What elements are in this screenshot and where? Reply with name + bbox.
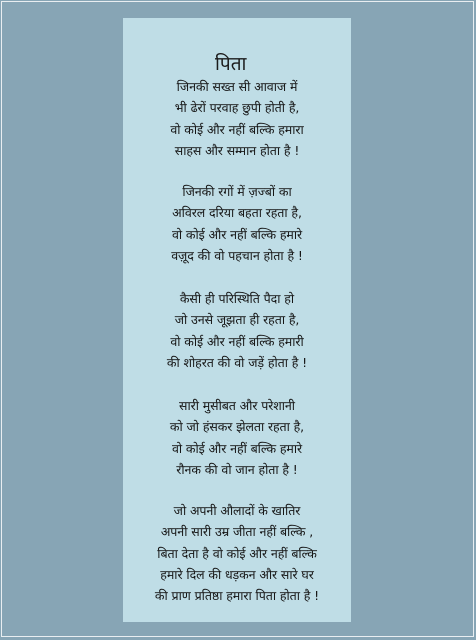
stanza-2 bbox=[123, 181, 351, 266]
poem-line: की प्राण प्रतिष्ठा हमारा पिता होता है ! bbox=[154, 588, 320, 604]
poem-line: वो कोई और नहीं बल्कि हमारे bbox=[171, 226, 303, 242]
poem-line: जिनकी रगों में ज़ज्बों का bbox=[182, 184, 292, 199]
poem-line: भी ढेरों परवाह छुपी होती है, bbox=[174, 100, 300, 116]
poem-line: जो उनसे जूझता ही रहता है, bbox=[174, 312, 300, 328]
poem-line: अविरल दरिया बहता रहता है, bbox=[172, 205, 302, 221]
poem-line: की शोहरत की वो जड़ें होता है ! bbox=[166, 354, 308, 370]
stanza-1 bbox=[123, 76, 351, 161]
poem-line: बिता देता है वो कोई और नहीं बल्कि bbox=[157, 545, 317, 561]
poem-panel bbox=[123, 18, 351, 622]
poem-line: हमारे दिल की धड़कन और सारे घर bbox=[160, 566, 314, 582]
poem-line: रौनक की वो जान होता है ! bbox=[176, 461, 298, 477]
poem-line: सारी मुसीबत और परेशानी bbox=[179, 398, 295, 413]
poem-line: को जो हंसकर झेलता रहता है, bbox=[169, 419, 305, 435]
poem-line: जिनकी सख्त सी आवाज में bbox=[176, 79, 298, 94]
poem-line: अपनी सारी उम्र जीता नहीं बल्कि , bbox=[160, 524, 314, 540]
poem-line: वज़ूद की वो पहचान होता है ! bbox=[171, 247, 303, 263]
poem-line: वो कोई और नहीं बल्कि हमारी bbox=[170, 333, 304, 349]
stanza-4 bbox=[123, 395, 351, 480]
stanza-5 bbox=[123, 500, 351, 606]
poem-line: जो अपनी औलादों के खातिर bbox=[173, 503, 301, 518]
poem-line: कैसी ही परिस्थिति पैदा हो bbox=[179, 291, 295, 306]
poem-title: पिता bbox=[215, 53, 247, 75]
poem-line: साहस और सम्मान होता है ! bbox=[174, 142, 300, 158]
poem-line: वो कोई और नहीं बल्कि हमारा bbox=[170, 121, 304, 137]
poem-line: वो कोई और नहीं बल्कि हमारे bbox=[171, 440, 303, 456]
stanza-3 bbox=[123, 288, 351, 373]
